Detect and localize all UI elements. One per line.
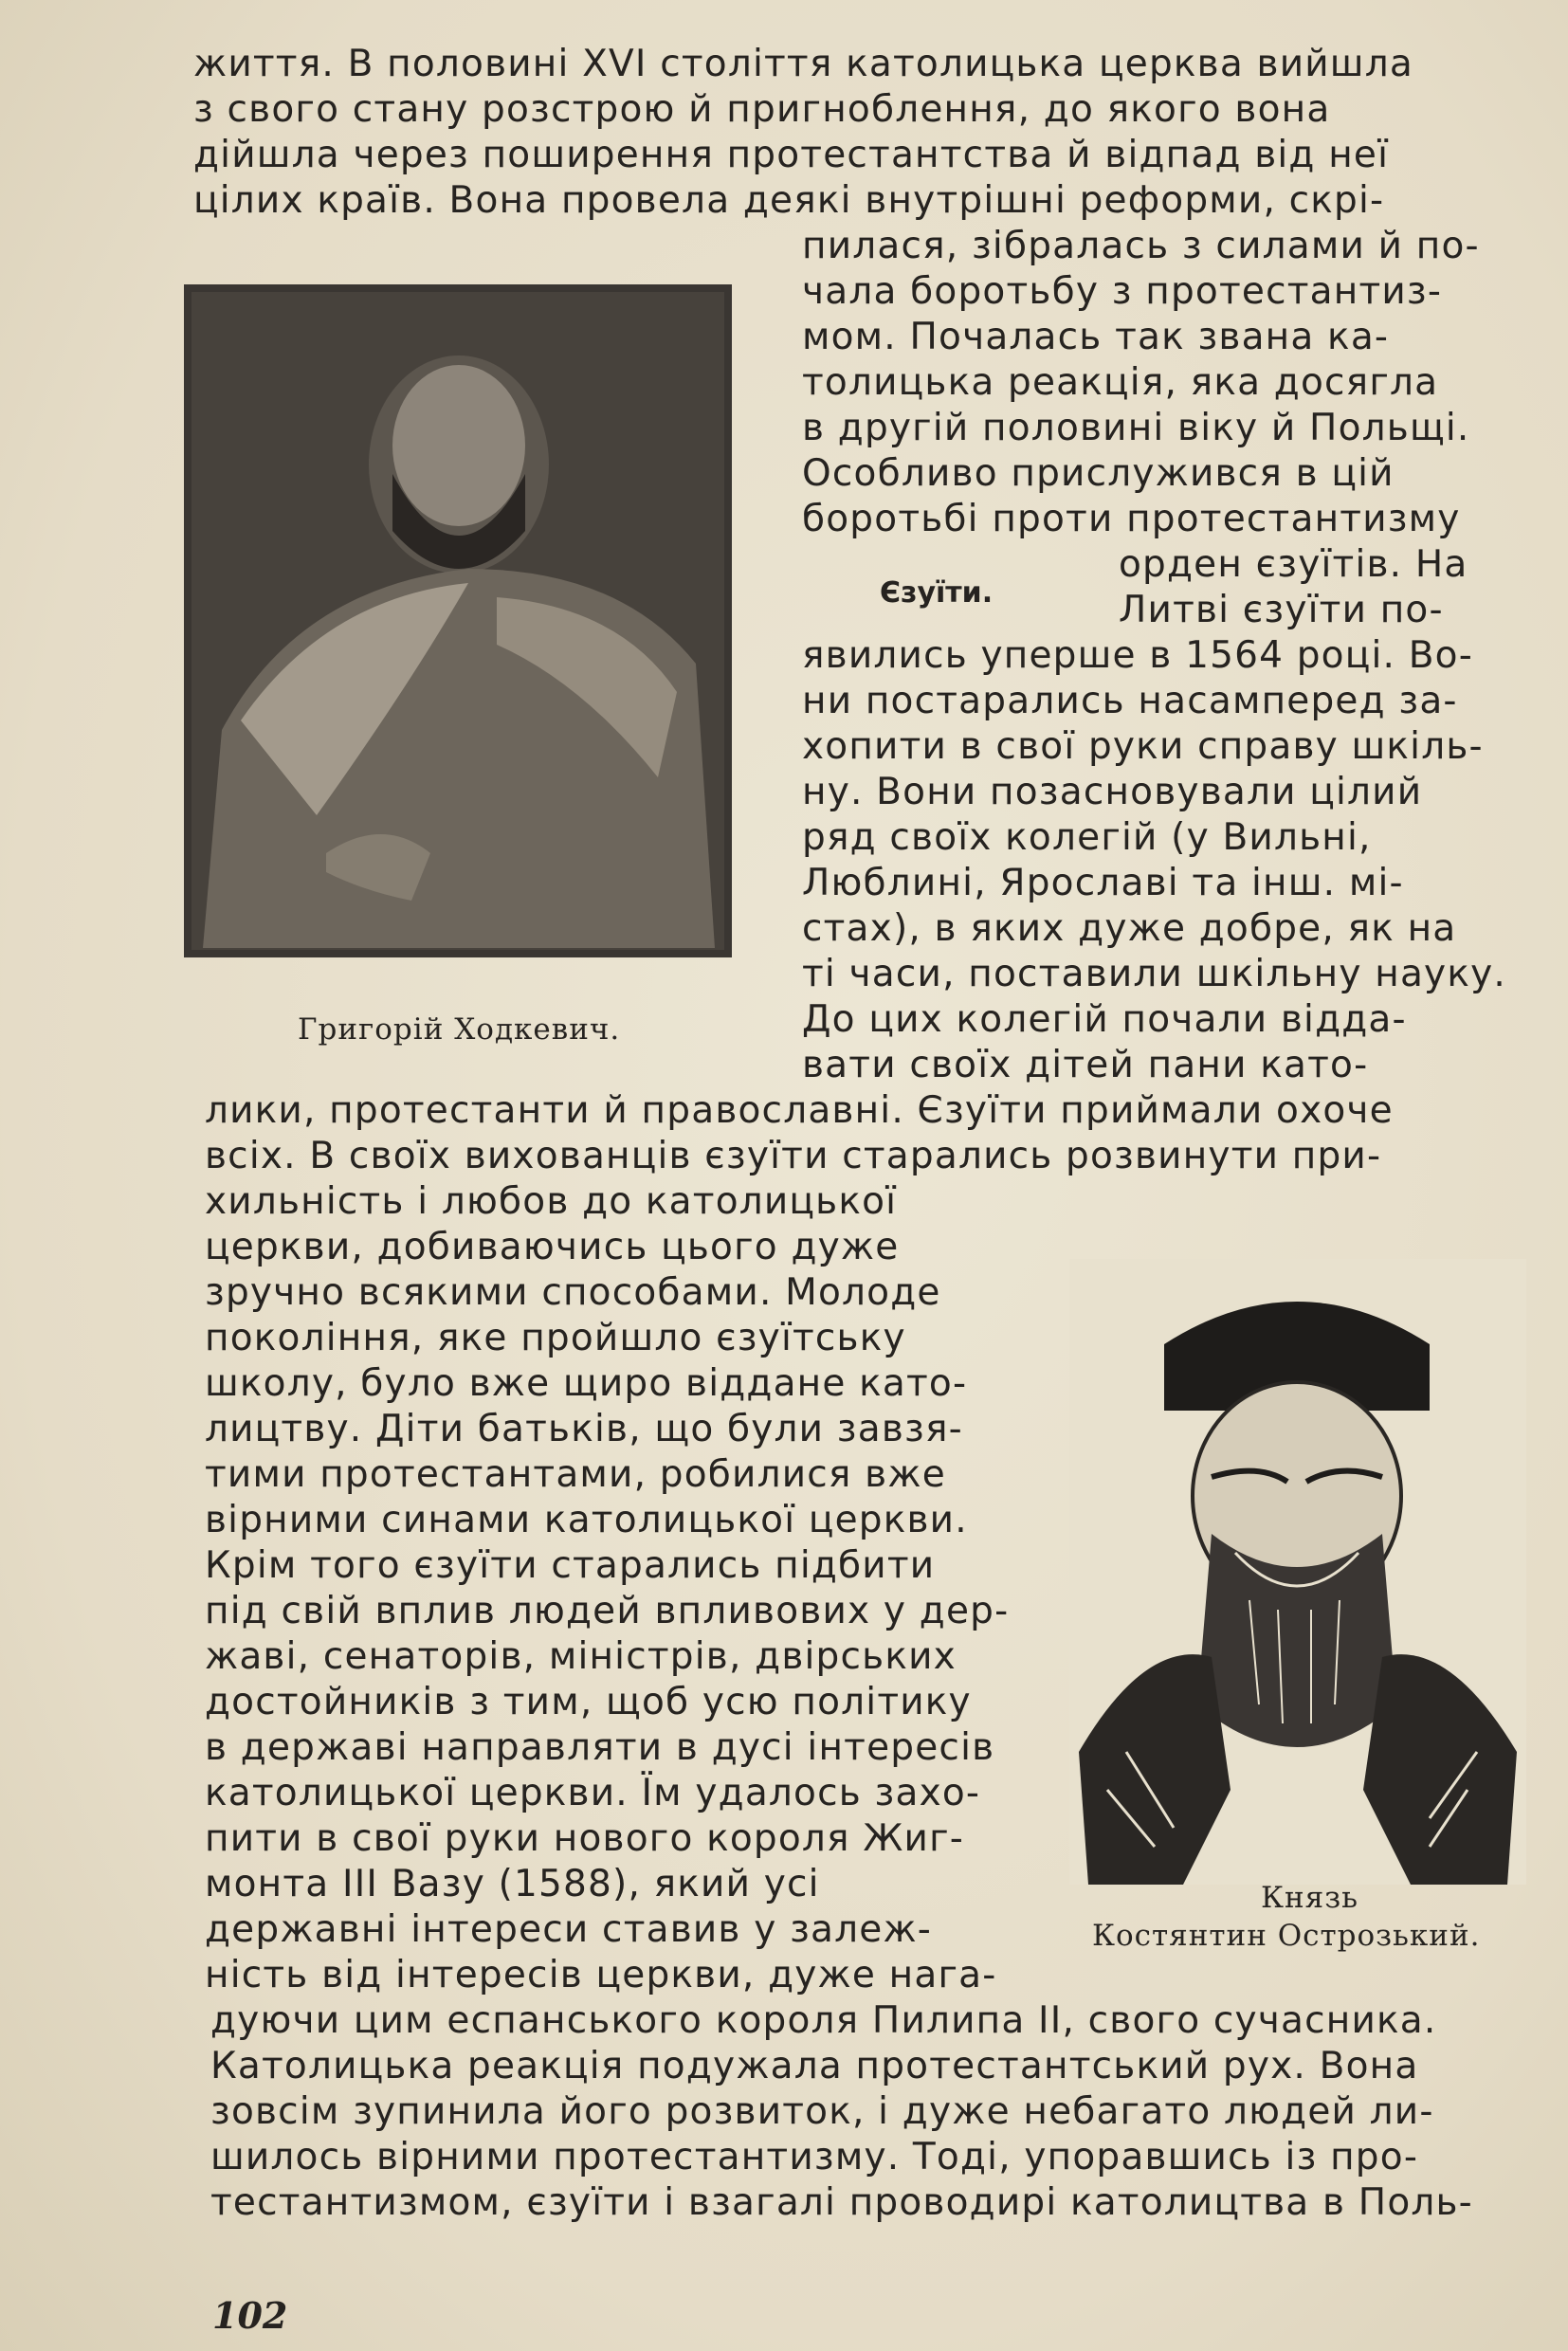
text-line: Литві єзуїти по- <box>1119 589 1444 631</box>
text-line: дуючи цим еспанського короля Пилипа II, свого сучасника. <box>210 1999 1437 2042</box>
page-number: 102 <box>212 2294 288 2337</box>
text-line: церкви, добиваючись цього дуже <box>205 1226 900 1268</box>
text-line: цілих країв. Вона провела деякі внутрішні реформи, скрі- <box>193 179 1385 222</box>
text-line: явились уперше в 1564 році. Во- <box>802 634 1474 677</box>
text-line: школу, було вже щиро віддане като- <box>205 1362 968 1405</box>
text-line: пилася, зібралась з силами й по- <box>802 225 1480 267</box>
text-line: Люблині, Ярославі та інш. мі- <box>802 862 1404 904</box>
portrait-hryhoriy-khodkevych <box>184 284 732 957</box>
text-line: з свого стану розстрою й пригноблення, до якого вона <box>193 88 1331 131</box>
text-line: шилось вірними протестантизму. Тоді, упоравшись із про- <box>210 2136 1419 2178</box>
text-line: зовсім зупинила його розвиток, і дуже небагато людей ли- <box>210 2090 1434 2133</box>
text-line: пити в свої руки нового короля Жиг- <box>205 1817 965 1860</box>
text-line: під свій вплив людей впливових у дер- <box>205 1590 1010 1632</box>
text-line: ни постарались насамперед за- <box>802 680 1458 722</box>
text-line: толицька реакція, яка досягла <box>802 361 1439 404</box>
text-line: орден єзуїтів. На <box>1119 543 1468 586</box>
text-line: Крім того єзуїти старались підбити <box>205 1544 936 1587</box>
text-line: чала боротьбу з протестантиз- <box>802 270 1443 313</box>
text-line: ряд своїх колегій (у Вильні, <box>802 816 1372 859</box>
caption-ostrozkyi-title: Князь <box>1261 1881 1358 1915</box>
text-line: жаві, сенаторів, міністрів, двірських <box>205 1635 957 1678</box>
portrait-kostiantyn-ostrozkyi <box>1069 1259 1526 1885</box>
text-line: лики, протестанти й православні. Єзуїти приймали охоче <box>205 1089 1394 1132</box>
text-line: лицтву. Діти батьків, що були завзя- <box>205 1408 963 1450</box>
text-line: хопити в свої руки справу шкіль- <box>802 725 1484 768</box>
text-line: покоління, яке пройшло єзуїтську <box>205 1317 906 1359</box>
side-heading-jesuits: Єзуїти. <box>880 576 994 610</box>
text-line: дійшла через поширення протестантства й відпад від неї <box>193 134 1390 176</box>
text-line: всіх. В своїх вихованців єзуїти старались розвинути при- <box>205 1135 1382 1177</box>
text-line: в другій половині віку й Польщі. <box>802 407 1470 449</box>
caption-khodkevych: Григорій Ходкевич. <box>298 1012 621 1047</box>
text-line: ність від інтересів церкви, дуже нага- <box>205 1954 997 1996</box>
text-line: життя. В половині XVI століття католицька церква вийшла <box>193 43 1413 85</box>
text-line: зручно всякими способами. Молоде <box>205 1271 941 1314</box>
text-line: Католицька реакція подужала протестантський рух. Вона <box>210 2045 1419 2087</box>
text-line: мом. Почалась так звана ка- <box>802 316 1390 358</box>
text-line: боротьбі проти протестантизму <box>802 498 1461 540</box>
text-line: вірними синами католицької церкви. <box>205 1499 968 1541</box>
text-line: До цих колегій почали відда- <box>802 998 1407 1041</box>
text-line: Особливо прислужився в цій <box>802 452 1395 495</box>
text-line: хильність і любов до католицької <box>205 1180 898 1223</box>
text-line: в державі направляти в дусі інтересів <box>205 1726 995 1769</box>
caption-ostrozkyi-name: Костянтин Острозький. <box>1092 1919 1481 1953</box>
text-line: вати своїх дітей пани като- <box>802 1044 1369 1086</box>
text-line: державні інтереси ставив у залеж- <box>205 1908 933 1951</box>
text-line: тими протестантами, робилися вже <box>205 1453 946 1496</box>
text-line: тестантизмом, єзуїти і взагалі проводирі католицтва в Поль- <box>210 2181 1473 2224</box>
text-line: монта III Вазу (1588), який усі <box>205 1863 820 1905</box>
text-line: ну. Вони позасновували цілий <box>802 771 1423 813</box>
text-line: католицької церкви. Їм удалось захо- <box>205 1772 981 1814</box>
text-line: стах), в яких дуже добре, як на <box>802 907 1457 950</box>
text-line: ті часи, поставили шкільну науку. <box>802 953 1506 995</box>
text-line: достойників з тим, щоб усю політику <box>205 1681 972 1723</box>
